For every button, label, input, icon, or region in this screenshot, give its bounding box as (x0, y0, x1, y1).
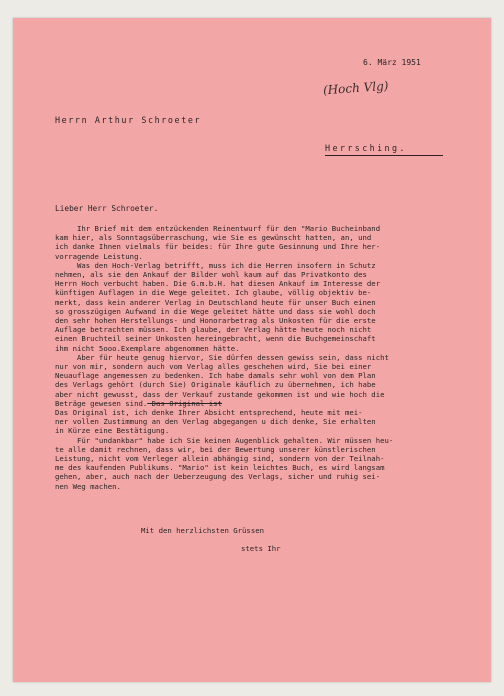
body-line: kam hier, als Sonntagsüberraschung, wie Sie es gewünscht hatten, an, und (55, 233, 372, 243)
city-underline (325, 155, 443, 156)
body-line: Auflage betrachten müssen. Ich glaube, der Verlag hätte heute noch nicht (55, 325, 372, 335)
body-line: nur von mir, sondern auch vom Verlag alles geschehen wird, Sie bei einer (55, 362, 372, 372)
body-line: Aber für heute genug hiervor, Sie dürfen dessen gewiss sein, dass nicht (55, 352, 389, 362)
body-line: me des kaufenden Publikums. "Mario" ist kein leichtes Buch, es wird langsam (55, 463, 385, 473)
recipient-name: Herrn Arthur Schroeter (55, 115, 202, 125)
body-line: in Kürze eine Bestätigung. (55, 426, 170, 436)
signature-line: stets Ihr (241, 544, 281, 553)
body-line: aber nicht gewusst, dass der Verkauf zustande gekommen ist und wie hoch die (55, 389, 385, 399)
body-line: Für "undankbar" habe ich Sie keinen Augenblick gehalten. Wir müssen heu- (55, 435, 394, 445)
body-line: Beträge gewesen sind. Das Original ist (55, 398, 222, 408)
body-line: ihm nicht 5ooo.Exemplare abgenommen hätte. (55, 343, 240, 353)
body-line: den sehr hohen Herstellungs- und Honorarbetrag als Unkosten für die erste (55, 316, 376, 326)
body-line: Leistung, nicht vom Verleger allein abhängig sind, sondern von der Teilnah- (55, 454, 385, 464)
body-line: te alle damit rechnen, dass wir, bei der Bewertung unserer künstlerischen (55, 444, 376, 454)
body-line: nehmen, als sie den Ankauf der Bilder wohl kaum auf das Privatkonto des (55, 270, 367, 280)
body-line: Das Original ist, ich denke Ihrer Absicht entsprechend, heute mit mei- (55, 408, 363, 418)
body-line: ich danke Ihnen vielmals für beides: für Ihre gute Gesinnung und Ihre her- (55, 242, 381, 252)
body-line: nen Weg machen. (55, 481, 121, 491)
body-line: einen Bruchteil seiner Unkosten hereingebracht, wenn die Buchgemeinschaft (55, 334, 376, 344)
body-line: Ihr Brief mit dem entzückenden Reinentwurf für den "Mario Bucheinband (55, 224, 381, 233)
closing-line: Mit den herzlichsten Grüssen (141, 526, 265, 535)
struck-text: Das Original ist (147, 398, 222, 408)
letter-body (55, 224, 475, 491)
recipient-city: Herrsching. (325, 143, 407, 153)
handwritten-note: (Hoch Vlg) (322, 78, 389, 98)
body-line: vorragende Leistung. (55, 251, 143, 261)
body-line: gehen, aber, auch nach der Ueberzeugung des Verlags, sicher und ruhig sei- (55, 472, 381, 482)
letter-date: 6. März 1951 (363, 58, 421, 67)
letter-page (13, 18, 491, 682)
body-line: so grosszügigen Aufwand in die Wege geleitet hätte und dass sie wohl doch (55, 306, 376, 316)
body-line: Herrn Hoch verbucht haben. Die G.m.b.H. hat diesen Ankauf im Interesse der (55, 279, 381, 289)
body-line: Neuauflage angemessen zu bedenken. Ich habe damals sehr wohl von dem Plan (55, 371, 376, 381)
body-line: ner vollen Zustimmung an den Verlag abgegangen u dich denke, Sie erhalten (55, 417, 376, 427)
body-line: künftigen Auflagen in die Wege geleitet. Ich glaube, völlig objektiv be- (55, 288, 372, 298)
salutation: Lieber Herr Schroeter. (55, 204, 159, 213)
body-line: Was den Hoch-Verlag betrifft, muss ich die Herren insofern in Schutz (55, 260, 376, 270)
body-line: merkt, dass kein anderer Verlag in Deutschland heute für unser Buch einen (55, 297, 376, 307)
body-line: des Verlags gehört (durch Sie) Originale käuflich zu übernehmen, ich habe (55, 380, 376, 390)
